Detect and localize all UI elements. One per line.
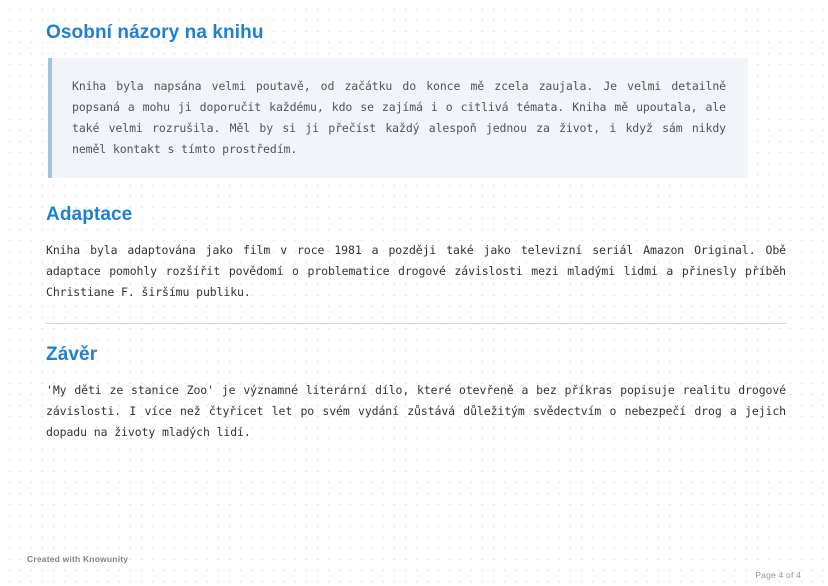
section-heading-adaptation: Adaptace: [46, 204, 133, 225]
section-body-conclusion: 'My děti ze stanice Zoo' je významné literární dílo, které otevřeně a bez příkras popisuje realitu drogové závislosti. I více než čtyřicet let po svém vydání zůstává důležitým svědectvím o nebezpečí drog a jejich dopadu na životy mladých lidí.: [46, 383, 786, 439]
document-content: [46, 22, 786, 443]
section-divider: [46, 323, 786, 324]
section-heading-conclusion: Závěr: [46, 344, 98, 365]
quote-block: [48, 58, 748, 178]
footer-brand: Created with Knowunity: [27, 554, 129, 564]
page-footer: [0, 546, 828, 586]
quote-text: Kniha byla napsána velmi poutavě, od začátku do konce mě zcela zaujala. Je velmi detailně popsaná a mohu ji doporučit každému, kdo se zajímá i o citlivá témata. Kniha mě upoutala, ale také velmi rozrušila. Měl by si ji přečíst každý alespoň jednou za život, i když sám nikdy neměl kontakt s tímto prostředím.: [72, 79, 726, 156]
section-heading-opinions: Osobní názory na knihu: [46, 22, 264, 43]
footer-page-number: Page 4 of 4: [755, 570, 801, 580]
section-body-adaptation: Kniha byla adaptována jako film v roce 1981 a později také jako televizní seriál Amazon Original. Obě adaptace pomohly rozšířit povědomí o problematice drogové závislosti mezi mladými lidmi a přinesly příběh Christiane F. širšímu publiku.: [46, 243, 786, 299]
